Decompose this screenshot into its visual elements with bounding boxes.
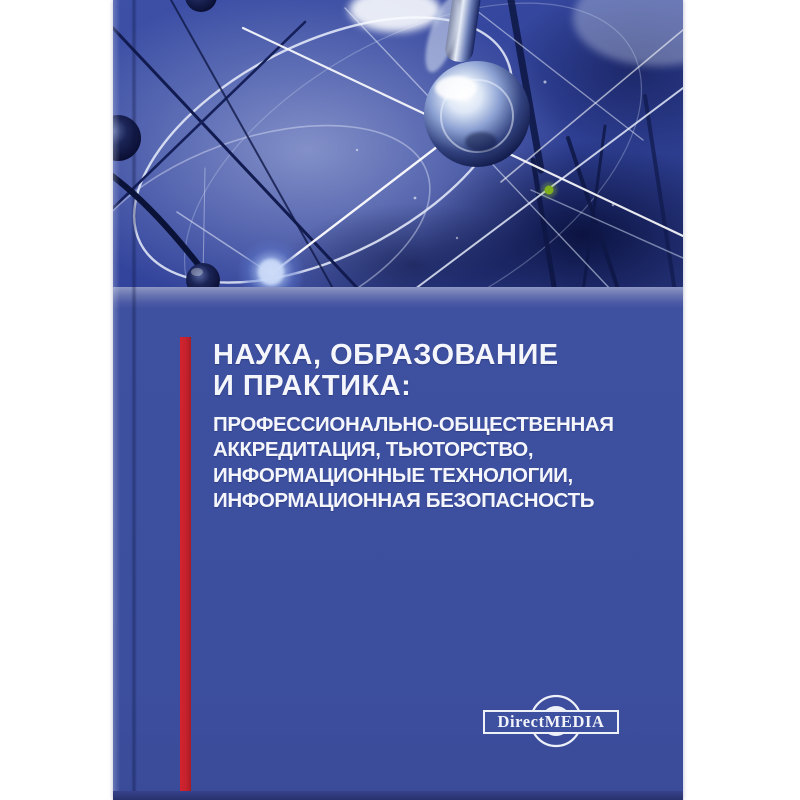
book-bottom-edge — [113, 791, 683, 800]
title-block — [213, 340, 653, 514]
book-cover — [113, 0, 683, 800]
book-subtitle-line: ИНФОРМАЦИОННЫЕ ТЕХНОЛОГИИ, — [213, 463, 573, 487]
publisher-name: DirectMEDIA — [497, 712, 605, 731]
green-particle — [541, 182, 557, 198]
chrome-sphere — [424, 61, 530, 167]
book-title-line: И ПРАКТИКА: — [213, 370, 412, 402]
book-subtitle-line: ПРОФЕССИОНАЛЬНО-ОБЩЕСТВЕННАЯ — [213, 413, 614, 436]
publisher-logo — [479, 692, 624, 752]
book-subtitle-line: ИНФОРМАЦИОННАЯ БЕЗОПАСНОСТЬ — [213, 489, 595, 513]
publisher-logo-box — [483, 710, 619, 734]
book-left-edge-highlight — [113, 0, 120, 800]
title-accent-stripe — [180, 337, 191, 791]
book-subtitle — [213, 412, 653, 514]
photo-to-cover-transition — [113, 287, 683, 309]
cover-art-atom-photo — [113, 0, 683, 292]
book-hinge-shadow — [131, 0, 137, 800]
book-title-line: НАУКА, ОБРАЗОВАНИЕ — [213, 339, 559, 371]
book-subtitle-line: АККРЕДИТАЦИЯ, ТЬЮТОРСТВО, — [213, 438, 534, 462]
